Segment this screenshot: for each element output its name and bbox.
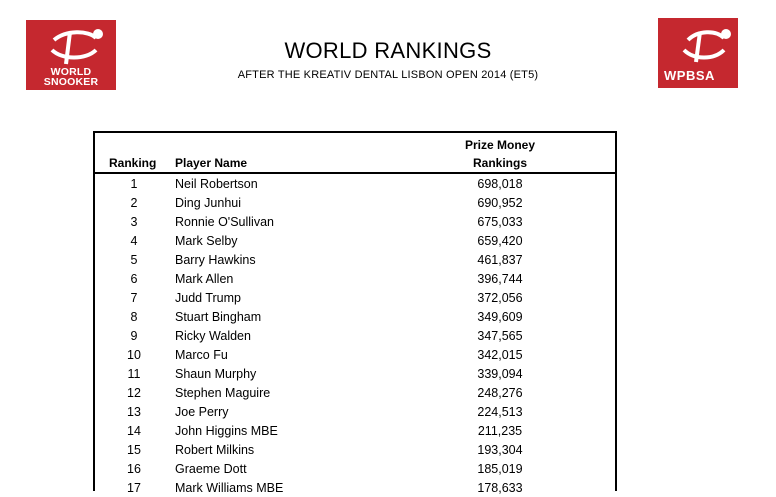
table-row: [95, 345, 615, 364]
ranking-cell: 3: [130, 215, 138, 229]
table-row: [95, 478, 615, 497]
prize-money-cell: 690,952: [477, 196, 523, 210]
player-name-cell: Stuart Bingham: [175, 310, 262, 324]
prize-money-cell: 185,019: [477, 462, 523, 476]
logo-text-wpbsa: WPBSA: [664, 68, 715, 83]
player-name-cell: Graeme Dott: [175, 462, 247, 476]
player-name-cell: Mark Selby: [175, 234, 238, 248]
ranking-cell: 5: [130, 253, 138, 267]
player-name-cell: Judd Trump: [175, 291, 242, 305]
page-title: WORLD RANKINGS: [284, 38, 492, 63]
ranking-cell: 2: [130, 196, 138, 210]
prize-money-cell: 178,633: [477, 481, 523, 495]
table-row: [95, 383, 615, 402]
column-header-ranking: Ranking: [109, 156, 157, 170]
ranking-cell: 14: [127, 424, 141, 438]
ranking-cell: 6: [130, 272, 138, 286]
player-name-cell: Ricky Walden: [175, 329, 251, 343]
table-row: [95, 250, 615, 269]
table-row: [95, 364, 615, 383]
player-name-cell: Shaun Murphy: [175, 367, 257, 381]
ranking-cell: 8: [130, 310, 138, 324]
prize-money-cell: 224,513: [477, 405, 523, 419]
prize-money-cell: 211,235: [477, 424, 523, 438]
table-row: [95, 326, 615, 345]
logo-text-snooker: SNOOKER: [43, 76, 99, 88]
table-row: [95, 402, 615, 421]
table-row: [95, 212, 615, 231]
table-row: [95, 174, 615, 193]
table-row: [95, 307, 615, 326]
player-name-cell: Barry Hawkins: [175, 253, 256, 267]
prize-money-cell: 193,304: [477, 443, 523, 457]
player-name-cell: Marco Fu: [175, 348, 228, 362]
ranking-cell: 13: [127, 405, 141, 419]
ranking-cell: 15: [127, 443, 141, 457]
prize-money-cell: 659,420: [477, 234, 523, 248]
column-header-rankings: Rankings: [472, 156, 527, 170]
ranking-cell: 1: [130, 177, 138, 191]
table-row: [95, 440, 615, 459]
prize-money-cell: 339,094: [477, 367, 523, 381]
player-name-cell: Mark Allen: [175, 272, 234, 286]
table-row: [95, 288, 615, 307]
prize-money-cell: 342,015: [477, 348, 523, 362]
ranking-cell: 10: [127, 348, 141, 362]
prize-money-cell: 347,565: [477, 329, 523, 343]
player-name-cell: John Higgins MBE: [175, 424, 278, 438]
ranking-cell: 17: [127, 481, 141, 495]
prize-money-cell: 372,056: [477, 291, 523, 305]
prize-money-cell: 461,837: [477, 253, 523, 267]
table-body: [95, 174, 615, 497]
column-header-prize-money: Prize Money: [464, 138, 536, 152]
logo-text-world: WORLD: [50, 66, 92, 78]
prize-money-cell: 396,744: [477, 272, 523, 286]
table-row: [95, 459, 615, 478]
player-name-cell: Stephen Maguire: [175, 386, 271, 400]
player-name-cell: Ronnie O'Sullivan: [175, 215, 274, 229]
column-header-player-name: Player Name: [175, 156, 248, 170]
player-name-cell: Ding Junhui: [175, 196, 242, 210]
ranking-cell: 16: [127, 462, 141, 476]
player-name-cell: Mark Williams MBE: [175, 481, 284, 495]
table-row: [95, 269, 615, 288]
prize-money-cell: 248,276: [477, 386, 523, 400]
table-row: [95, 231, 615, 250]
ranking-cell: 11: [127, 367, 141, 381]
rankings-table: [93, 131, 617, 495]
prize-money-cell: 675,033: [477, 215, 523, 229]
table-header: [95, 133, 615, 174]
table-row: [95, 421, 615, 440]
prize-money-cell: 349,609: [477, 310, 523, 324]
player-name-cell: Neil Robertson: [175, 177, 258, 191]
page-subtitle: AFTER THE KREATIV DENTAL LISBON OPEN 2014 (ET5): [237, 69, 539, 81]
ranking-cell: 9: [130, 329, 138, 343]
player-name-cell: Robert Milkins: [175, 443, 255, 457]
player-name-cell: Joe Perry: [175, 405, 229, 419]
prize-money-cell: 698,018: [477, 177, 523, 191]
ranking-cell: 12: [127, 386, 141, 400]
ranking-cell: 4: [130, 234, 138, 248]
ranking-cell: 7: [130, 291, 138, 305]
table-row: [95, 193, 615, 212]
